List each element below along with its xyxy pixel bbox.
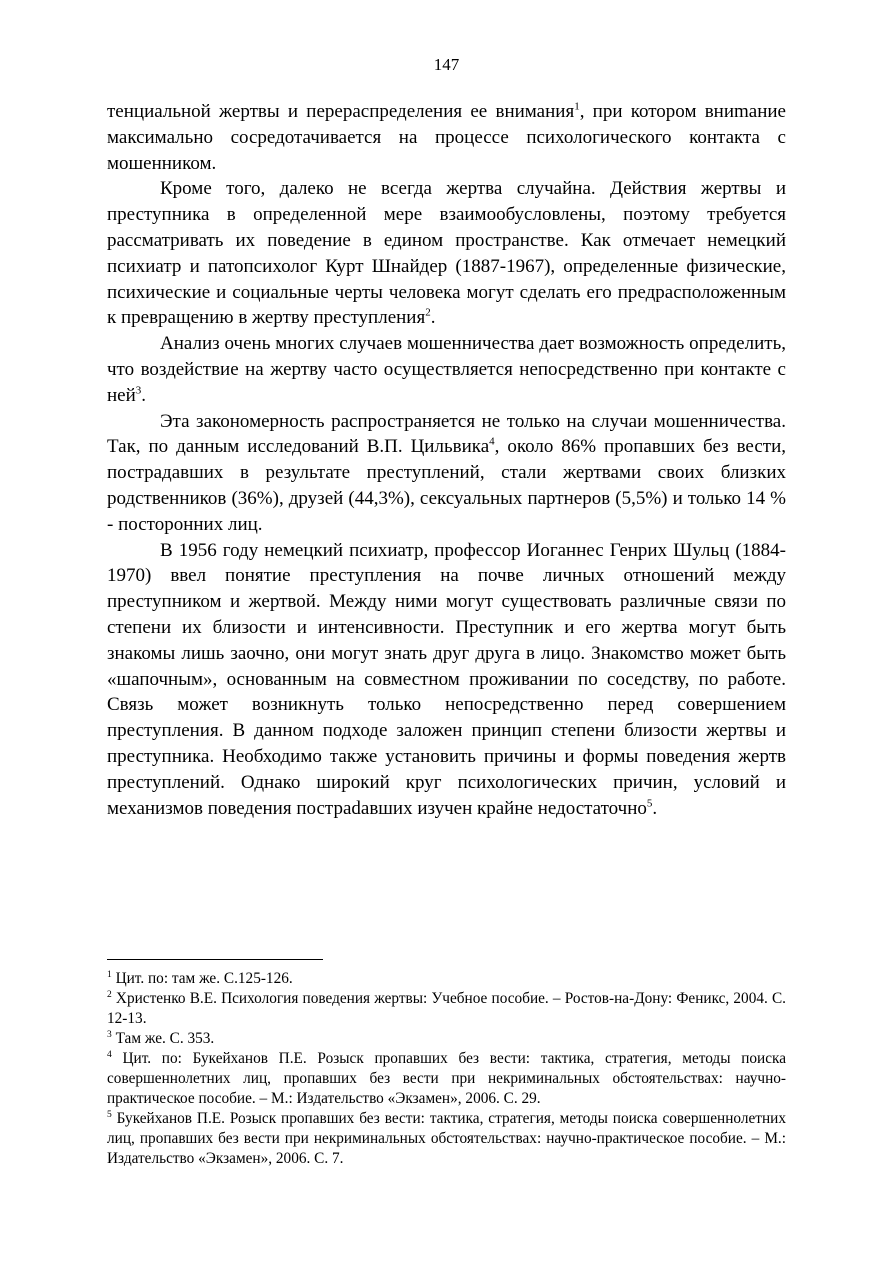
footnote-ref-2: 2 (425, 307, 431, 320)
footnote-number: 1 (107, 969, 112, 980)
footnote (107, 989, 786, 1029)
text-run: В 1956 году немецкий психиатр, профессор Иоганнес Генрих Шульц (1884-1970) ввел понятие преступления на почве личных отношений между преступником и жертвой. Между ними могут существовать различные связи по степени их близости и интенсивности. Преступник и его жертва могут быть знакомы лишь заочно, они могут знать друг друга в лицо. Знакомство может быть «шапочным», основанным на совместном проживании по соседству, по работе. Связь может возникнуть только непосредственно перед совершением преступления. В данном подходе заложен принцип степени близости жертвы и преступника. Необходимо также установить причины и формы поведения жертв преступлений. Однако широкий круг психологических причин, условий и механизмов поведения постраdавших изучен крайне недостаточно (107, 539, 786, 819)
footnote (107, 1049, 786, 1109)
footnote-separator (107, 959, 323, 960)
text-run: Кроме того, далеко не всегда жертва случайна. Действия жертвы и преступника в определенной мере взаимообусловлены, поэтому требуется рассматривать их поведение в едином пространстве. Как отмечает немецкий психиатр и патопсихолог Курт Шнайдер (1887-1967), определенные физические, психические и социальные черты человека могут сделать его предрасположенным к превращению в жертву преступления (107, 178, 786, 329)
text-run: Эта закономерность распространяется не только на случаи мошенничества. Так, по данным исследований В.П. Цильвика (107, 410, 786, 458)
paragraph (107, 538, 786, 822)
footnote-number: 5 (107, 1109, 112, 1120)
text-run: . (141, 384, 147, 406)
footnote-text: Там же. С. 353. (111, 1030, 215, 1047)
footnote-text: Христенко В.Е. Психология поведения жертвы: Учебное пособие. – Ростов-на-Дону: Феникс, 2004. С. 12-13. (107, 990, 786, 1027)
footnote-text: Цит. по: там же. С.125-126. (111, 970, 293, 987)
footnote-ref-3: 3 (135, 384, 142, 397)
paragraph (107, 409, 786, 538)
footnote (107, 1109, 786, 1169)
footnote-number: 2 (107, 989, 112, 1000)
footnote-text: Букейханов П.Е. Розыск пропавших без вести: тактика, стратегия, методы поиска совершеннолетних лиц, пропавших без вести при некриминальных обстоятельствах: научно-практическое пособие. – М.: Издательство «Экзамен», 2006. С. 7. (107, 1110, 786, 1167)
text-run: Анализ очень многих случаев мошенничества дает возможность определить, что воздействие на жертву часто осуществляется непосредственно при контакте с ней (107, 333, 786, 406)
footnote (107, 1029, 786, 1049)
page-number: 147 (433, 55, 460, 74)
paragraph (107, 99, 786, 176)
text-run: , около 86% пропавших без вести, пострадавших в результате преступлений, стали жертвами своих близких родственников (36%), друзей (44,3%), сексуальных партнеров (5,5%) и только 14 % - посторонних лиц. (107, 436, 786, 535)
footnote-ref-5: 5 (646, 797, 653, 810)
footnote-number: 3 (107, 1029, 112, 1040)
paragraph (107, 176, 786, 331)
footnote (107, 969, 786, 989)
text-run: тенциальной жертвы и перераспределения ее внимания (107, 101, 575, 122)
text-run: . (430, 307, 436, 329)
paragraph (107, 331, 786, 408)
footnote-number: 4 (107, 1049, 112, 1060)
text-run: , при котором вниmание максимально сосредотачивается на процессе психологического контакта с мошенником. (107, 101, 786, 174)
main-text (107, 99, 786, 821)
footnote-ref-4: 4 (489, 436, 495, 449)
footnotes (107, 969, 786, 1169)
footnote-text: Цит. по: Букейханов П.Е. Розыск пропавших без вести: тактика, стратегия, методы поиска совершеннолетних лиц, пропавших без вести при некриминальных обстоятельствах: научно-практическое пособие. – М.: Издательство «Экзамен», 2006. С. 29. (107, 1050, 786, 1107)
footnote-ref-1: 1 (574, 100, 580, 113)
text-run: . (652, 797, 658, 819)
